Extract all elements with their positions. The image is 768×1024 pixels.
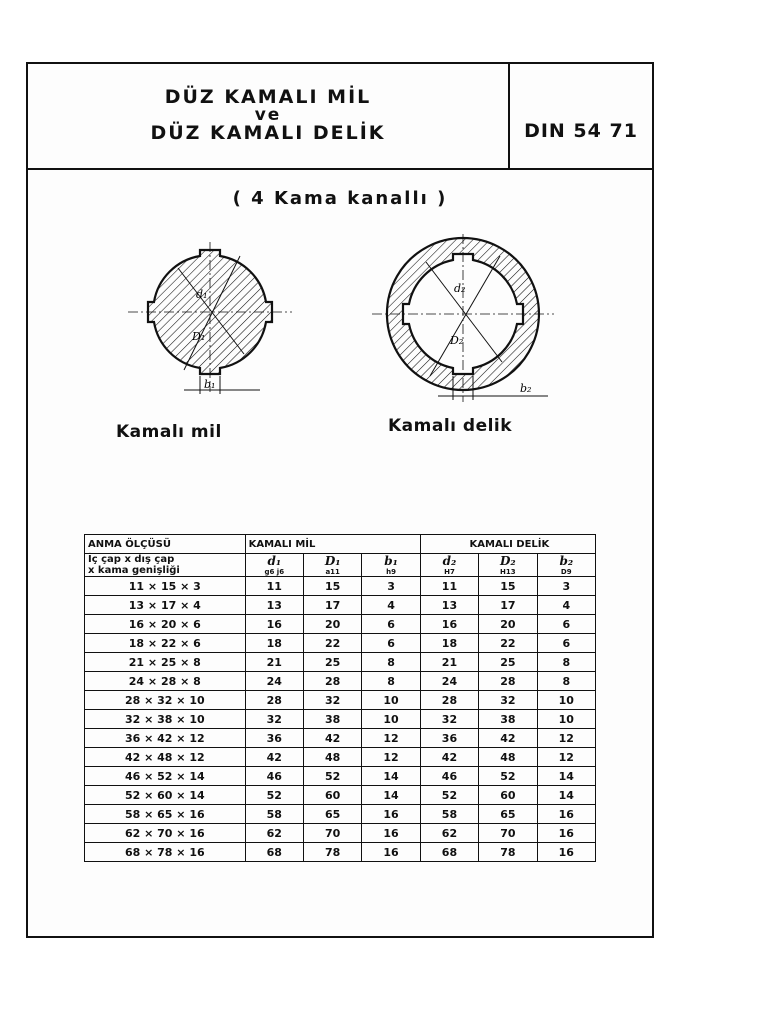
value-cell: 28: [479, 672, 537, 691]
column-header: [362, 554, 420, 577]
value-cell: 21: [245, 653, 303, 672]
value-cell: 32: [245, 710, 303, 729]
shaft-label-b: b₁: [204, 378, 216, 391]
value-cell: 6: [537, 634, 595, 653]
value-cell: 13: [245, 596, 303, 615]
value-cell: 60: [479, 786, 537, 805]
value-cell: 42: [420, 748, 478, 767]
value-cell: 3: [537, 577, 595, 596]
shaft-label-D: D₁: [192, 330, 206, 343]
table-row: [85, 691, 596, 710]
table-group-header: [85, 535, 596, 554]
table-row: [85, 653, 596, 672]
header-nominal: ANMA ÖLÇÜSÜ: [85, 535, 246, 554]
value-cell: 15: [303, 577, 361, 596]
value-cell: 18: [420, 634, 478, 653]
value-cell: 28: [420, 691, 478, 710]
header-nominal-sub2: x kama genişliği: [88, 565, 180, 576]
value-cell: 8: [362, 653, 420, 672]
value-cell: 38: [479, 710, 537, 729]
value-cell: 68: [245, 843, 303, 862]
value-cell: 25: [303, 653, 361, 672]
value-cell: 3: [362, 577, 420, 596]
column-header: [303, 554, 361, 577]
value-cell: 6: [362, 615, 420, 634]
value-cell: 10: [362, 710, 420, 729]
value-cell: 32: [303, 691, 361, 710]
nominal-size-cell: 24 × 28 × 8: [85, 672, 246, 691]
value-cell: 18: [245, 634, 303, 653]
table-row: [85, 729, 596, 748]
value-cell: 14: [362, 786, 420, 805]
table-row: [85, 805, 596, 824]
column-symbol: b₁: [384, 554, 398, 568]
value-cell: 8: [362, 672, 420, 691]
column-header: [537, 554, 595, 577]
value-cell: 21: [420, 653, 478, 672]
value-cell: 15: [479, 577, 537, 596]
value-cell: 68: [420, 843, 478, 862]
title-line-1: DÜZ KAMALI MİL: [164, 86, 372, 108]
column-tolerance: a11: [325, 568, 340, 576]
header-splined-shaft: KAMALI MİL: [245, 535, 420, 554]
value-cell: 36: [420, 729, 478, 748]
hole-label-D: D₂: [450, 334, 464, 347]
nominal-size-cell: 52 × 60 × 14: [85, 786, 246, 805]
value-cell: 17: [303, 596, 361, 615]
value-cell: 70: [479, 824, 537, 843]
value-cell: 42: [303, 729, 361, 748]
value-cell: 62: [245, 824, 303, 843]
title-block: [28, 64, 652, 170]
value-cell: 52: [479, 767, 537, 786]
value-cell: 25: [479, 653, 537, 672]
value-cell: 6: [362, 634, 420, 653]
value-cell: 52: [245, 786, 303, 805]
value-cell: 32: [479, 691, 537, 710]
nominal-size-cell: 68 × 78 × 16: [85, 843, 246, 862]
nominal-size-cell: 32 × 38 × 10: [85, 710, 246, 729]
document-title: [28, 86, 508, 144]
value-cell: 48: [303, 748, 361, 767]
value-cell: 78: [303, 843, 361, 862]
column-tolerance: D9: [560, 568, 572, 576]
value-cell: 17: [479, 596, 537, 615]
column-tolerance: h9: [386, 568, 396, 576]
value-cell: 16: [362, 843, 420, 862]
value-cell: 28: [303, 672, 361, 691]
value-cell: 52: [303, 767, 361, 786]
value-cell: 42: [479, 729, 537, 748]
value-cell: 8: [537, 653, 595, 672]
value-cell: 28: [245, 691, 303, 710]
nominal-size-cell: 46 × 52 × 14: [85, 767, 246, 786]
value-cell: 4: [537, 596, 595, 615]
column-symbol: d₂: [442, 554, 457, 568]
value-cell: 52: [420, 786, 478, 805]
value-cell: 20: [303, 615, 361, 634]
value-cell: 22: [479, 634, 537, 653]
value-cell: 13: [420, 596, 478, 615]
column-symbol: d₁: [267, 554, 282, 568]
table-row: [85, 596, 596, 615]
column-symbol: b₂: [559, 554, 574, 568]
nominal-size-cell: 62 × 70 × 16: [85, 824, 246, 843]
table-row: [85, 710, 596, 729]
value-cell: 58: [245, 805, 303, 824]
header-splined-hole: KAMALI DELİK: [420, 535, 595, 554]
nominal-size-cell: 42 × 48 × 12: [85, 748, 246, 767]
splined-hole-drawing: [368, 234, 558, 414]
value-cell: 10: [362, 691, 420, 710]
table-row: [85, 767, 596, 786]
column-header: [245, 554, 303, 577]
shaft-label-d: d₁: [196, 288, 208, 301]
value-cell: 12: [362, 748, 420, 767]
dimension-table: [84, 534, 596, 862]
column-header: [479, 554, 537, 577]
value-cell: 8: [537, 672, 595, 691]
header-nominal-sub1: İç çap x dış çap: [88, 554, 175, 565]
table-symbol-header: [85, 554, 596, 577]
nominal-size-cell: 18 × 22 × 6: [85, 634, 246, 653]
value-cell: 12: [362, 729, 420, 748]
nominal-size-cell: 11 × 15 × 3: [85, 577, 246, 596]
value-cell: 10: [537, 691, 595, 710]
value-cell: 12: [537, 748, 595, 767]
value-cell: 65: [303, 805, 361, 824]
subtitle: ( 4 Kama kanallı ): [232, 188, 448, 209]
nominal-size-cell: 36 × 42 × 12: [85, 729, 246, 748]
shaft-caption: Kamalı mil: [116, 422, 222, 442]
splined-shaft-drawing: [120, 242, 300, 402]
column-tolerance: g6 j6: [264, 568, 285, 576]
value-cell: 14: [362, 767, 420, 786]
standard-number: DIN 54 71: [524, 120, 638, 142]
value-cell: 65: [479, 805, 537, 824]
value-cell: 58: [420, 805, 478, 824]
value-cell: 6: [537, 615, 595, 634]
value-cell: 14: [537, 767, 595, 786]
title-line-3: DÜZ KAMALI DELİK: [150, 122, 386, 144]
value-cell: 36: [245, 729, 303, 748]
nominal-size-cell: 13 × 17 × 4: [85, 596, 246, 615]
value-cell: 14: [537, 786, 595, 805]
nominal-size-cell: 21 × 25 × 8: [85, 653, 246, 672]
title-line-2: ve: [254, 105, 282, 125]
value-cell: 10: [537, 710, 595, 729]
value-cell: 16: [537, 805, 595, 824]
nominal-size-cell: 16 × 20 × 6: [85, 615, 246, 634]
table-row: [85, 748, 596, 767]
value-cell: 48: [479, 748, 537, 767]
nominal-size-cell: 58 × 65 × 16: [85, 805, 246, 824]
column-symbol: D₂: [500, 554, 516, 568]
value-cell: 16: [420, 615, 478, 634]
value-cell: 32: [420, 710, 478, 729]
column-symbol: D₁: [324, 554, 341, 568]
value-cell: 16: [245, 615, 303, 634]
value-cell: 42: [245, 748, 303, 767]
value-cell: 16: [362, 805, 420, 824]
header-nominal-desc: [85, 554, 246, 577]
value-cell: 4: [362, 596, 420, 615]
value-cell: 16: [537, 843, 595, 862]
value-cell: 11: [420, 577, 478, 596]
table-row: [85, 843, 596, 862]
title-divider: [508, 64, 510, 168]
table-row: [85, 672, 596, 691]
column-header: [420, 554, 478, 577]
value-cell: 24: [420, 672, 478, 691]
value-cell: 16: [537, 824, 595, 843]
column-tolerance: H7: [444, 568, 455, 576]
table-row: [85, 786, 596, 805]
table-row: [85, 577, 596, 596]
value-cell: 60: [303, 786, 361, 805]
hole-caption: Kamalı delik: [388, 416, 513, 436]
value-cell: 20: [479, 615, 537, 634]
value-cell: 24: [245, 672, 303, 691]
hole-label-b: b₂: [520, 382, 532, 395]
table-row: [85, 615, 596, 634]
value-cell: 62: [420, 824, 478, 843]
value-cell: 78: [479, 843, 537, 862]
value-cell: 11: [245, 577, 303, 596]
value-cell: 12: [537, 729, 595, 748]
hole-label-d: d₂: [454, 282, 466, 295]
value-cell: 46: [420, 767, 478, 786]
value-cell: 22: [303, 634, 361, 653]
value-cell: 46: [245, 767, 303, 786]
value-cell: 38: [303, 710, 361, 729]
table-row: [85, 634, 596, 653]
table-row: [85, 824, 596, 843]
value-cell: 70: [303, 824, 361, 843]
document-sheet: [26, 62, 654, 938]
column-tolerance: H13: [500, 568, 516, 576]
value-cell: 16: [362, 824, 420, 843]
nominal-size-cell: 28 × 32 × 10: [85, 691, 246, 710]
